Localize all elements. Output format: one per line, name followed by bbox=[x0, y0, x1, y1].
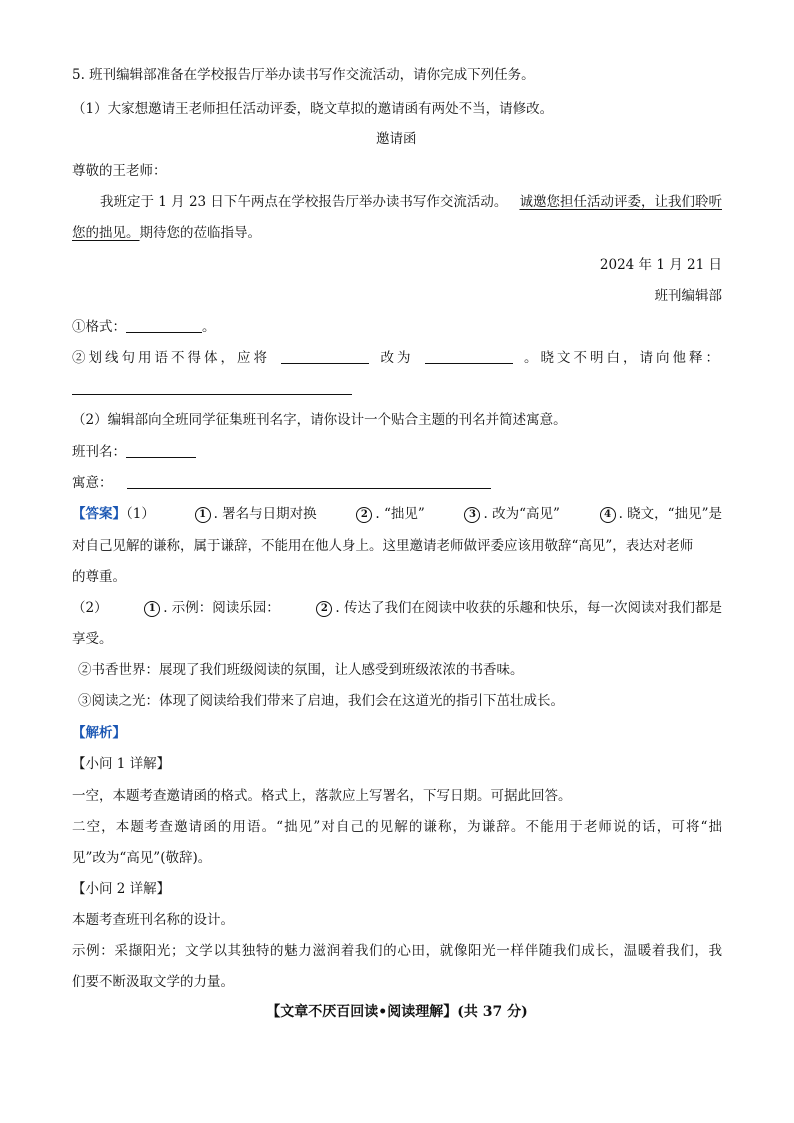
answer-line3: 的尊重。 bbox=[72, 569, 126, 585]
wording-label-c: 。晓文不明白，请向他释： bbox=[524, 350, 722, 366]
name-blank[interactable] bbox=[126, 443, 196, 458]
meaning-row bbox=[72, 474, 491, 492]
circle-number: 1 bbox=[195, 507, 211, 523]
analysis-heading-1: 【小问 1 详解】 bbox=[72, 756, 171, 772]
wording-label-a: ②划线句用语不得体，应将 bbox=[72, 350, 270, 366]
format-end: 。 bbox=[202, 319, 216, 335]
sub2-prompt: （2）编辑部向全班同学征集班刊名字，请你设计一个贴合主题的刊名并简述寓意。 bbox=[72, 412, 567, 428]
letter-body-tail: 期待您的莅临指导。 bbox=[139, 225, 261, 241]
letter-title: 邀请函 bbox=[376, 131, 417, 147]
wording-blank-row bbox=[72, 349, 722, 367]
analysis-line-4: 本题考查班刊名称的设计。 bbox=[72, 912, 234, 928]
q5-sub1: （1）大家想邀请王老师担任活动评委，晓文草拟的邀请函有两处不当，请修改。 bbox=[72, 101, 554, 117]
answer-example-2: . 传达了我们在阅读中收获的乐趣和快乐，每一次阅读对我们都是 bbox=[335, 600, 722, 616]
answer-tag: 【答案】 bbox=[72, 506, 126, 522]
wording-blank-to[interactable] bbox=[425, 349, 513, 364]
format-label: ①格式： bbox=[72, 319, 126, 335]
answer-line2: 对自己见解的谦称，属于谦辞，不能用在他人身上。这里邀请老师做评委应该用敬辞“高见”，表达对老师 bbox=[72, 538, 694, 554]
circle-number: 2 bbox=[316, 601, 332, 617]
wording-blank-from[interactable] bbox=[281, 349, 369, 364]
letter-body-line1 bbox=[72, 193, 722, 211]
meaning-blank[interactable] bbox=[127, 474, 491, 489]
answer-example-4: ③阅读之光：体现了阅读给我们带来了启迪，我们会在这道光的指引下茁壮成长。 bbox=[78, 693, 564, 709]
format-blank-row bbox=[72, 318, 216, 336]
circle-number: 3 bbox=[464, 507, 480, 523]
explain-blank[interactable] bbox=[72, 394, 352, 395]
answer-item-4: . 晓文，“拙见”是 bbox=[618, 506, 722, 522]
letter-salutation: 尊敬的王老师： bbox=[72, 163, 167, 179]
answer-example-3: ②书香世界：展现了我们班级阅读的氛围，让人感受到班级浓浓的书香味。 bbox=[78, 662, 524, 678]
circle-number: 4 bbox=[600, 507, 616, 523]
letter-body-underlined-1: 诚邀您担任活动评委，让我们聆听 bbox=[519, 194, 722, 210]
analysis-line-1: 一空，本题考查邀请函的格式。格式上，落款应上写署名，下写日期。可据此回答。 bbox=[72, 788, 572, 804]
circle-number: 2 bbox=[356, 507, 372, 523]
analysis-line-6: 们要不断汲取文学的力量。 bbox=[72, 974, 234, 990]
analysis-line-5: 示例：采撷阳光；文学以其独特的魅力滋润着我们的心田，就像阳光一样伴随我们成长，温暖着我们，我 bbox=[72, 943, 722, 959]
answer-part2-line bbox=[72, 599, 722, 617]
answer-part2-line2: 享受。 bbox=[72, 631, 113, 647]
analysis-tag: 【解析】 bbox=[72, 725, 126, 741]
letter-signature: 班刊编辑部 bbox=[654, 288, 722, 304]
answer-item-1: . 署名与日期对换 bbox=[213, 506, 317, 522]
q5-intro: 5. 班刊编辑部准备在学校报告厅举办读书写作交流活动，请你完成下列任务。 bbox=[72, 67, 535, 83]
meaning-label: 寓意： bbox=[72, 475, 113, 491]
letter-body-line2 bbox=[72, 224, 261, 242]
answer-item-2: . “拙见” bbox=[375, 506, 425, 522]
name-label: 班刊名： bbox=[72, 444, 126, 460]
circle-number: 1 bbox=[144, 601, 160, 617]
analysis-line-2: 二空，本题考查邀请函的用语。“拙见”对自己的见解的谦称，为谦辞。不能用于老师说的话，可将“拙 bbox=[72, 819, 722, 835]
letter-body-underlined-2: 您的拙见。 bbox=[72, 225, 140, 241]
analysis-line-3: 见”改为“高见”(敬辞)。 bbox=[72, 850, 212, 866]
name-row bbox=[72, 443, 196, 461]
letter-body-plain: 我班定于 1 月 23 日下午两点在学校报告厅举办读书写作交流活动。 bbox=[100, 194, 508, 210]
section-heading: 【文章不厌百回读•阅读理解】(共 37 分) bbox=[266, 1004, 528, 1020]
analysis-heading-2: 【小问 2 详解】 bbox=[72, 881, 171, 897]
answer-example-1: . 示例：阅读乐园： bbox=[163, 600, 280, 616]
wording-label-b: 改为 bbox=[380, 350, 414, 366]
letter-date: 2024 年 1 月 21 日 bbox=[599, 257, 722, 273]
answer-part2: （2） bbox=[72, 600, 108, 616]
format-blank[interactable] bbox=[126, 318, 202, 333]
answer-line1 bbox=[72, 505, 722, 523]
answer-part1: （1） bbox=[126, 506, 155, 522]
answer-item-3: . 改为“高见” bbox=[483, 506, 560, 522]
